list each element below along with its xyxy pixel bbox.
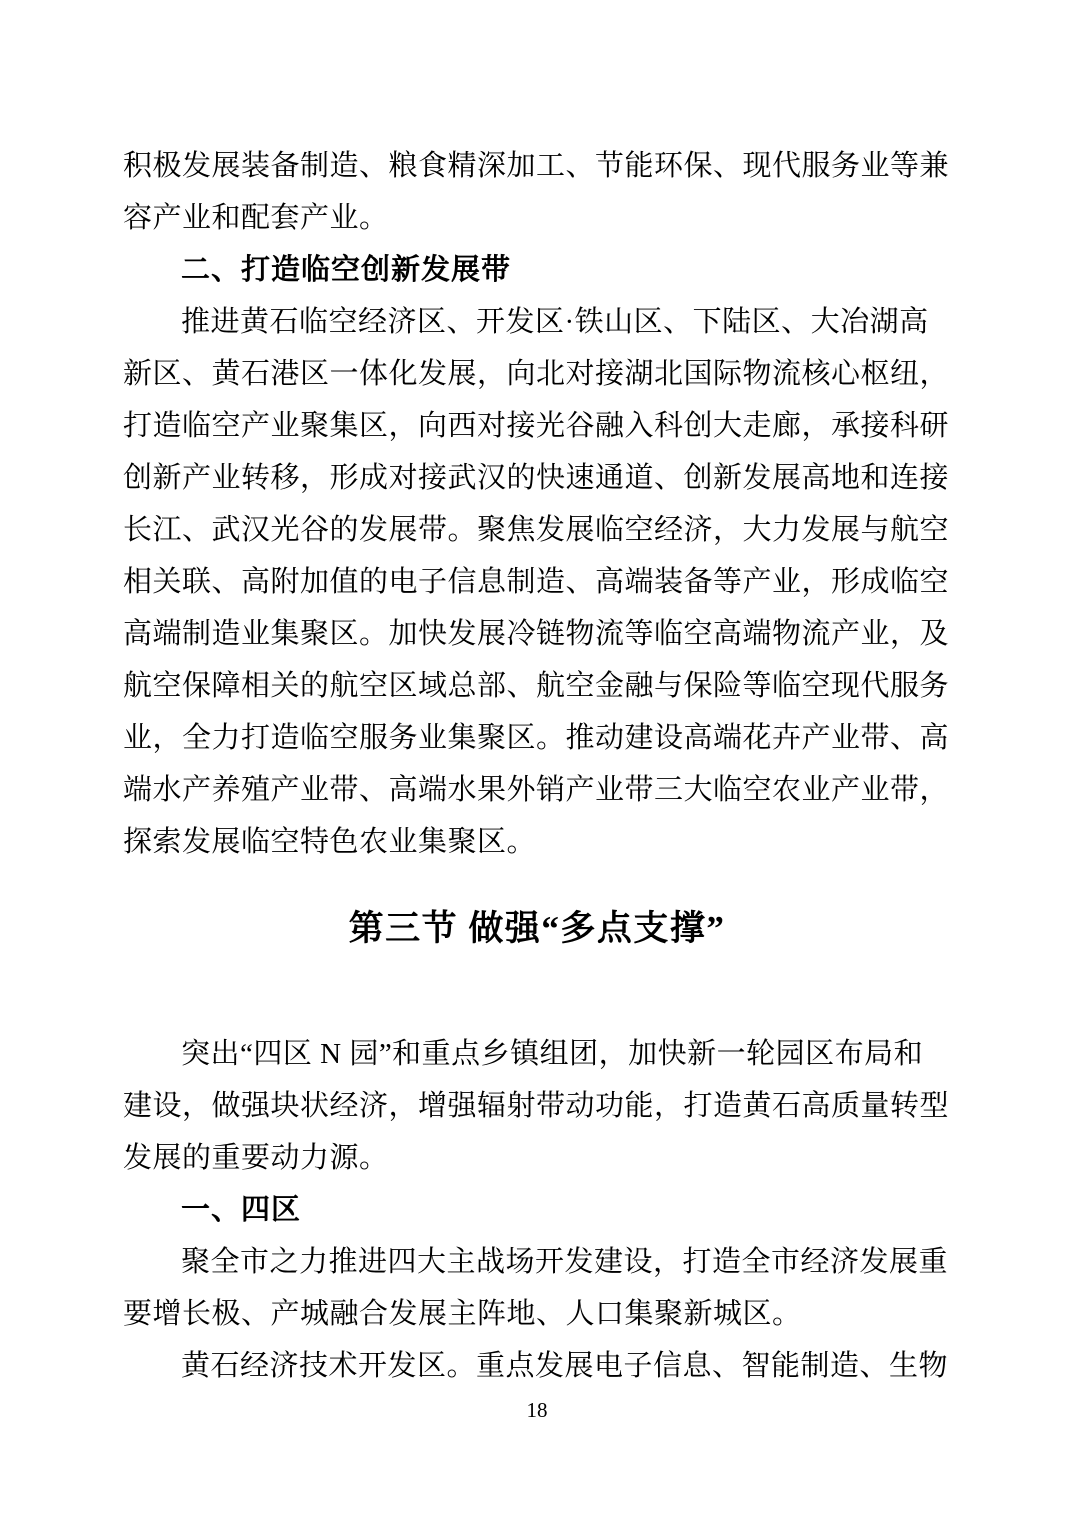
- subheading: 二、打造临空创新发展带: [181, 254, 512, 286]
- body-line: 端水产养殖产业带、高端水果外销产业带三大临空农业产业带，: [123, 774, 950, 806]
- body-line: 探索发展临空特色农业集聚区。: [123, 826, 537, 858]
- body-line: 新区、黄石港区一体化发展，向北对接湖北国际物流核心枢纽，: [123, 358, 950, 390]
- subheading: 一、四区: [181, 1194, 302, 1226]
- body-line: 发展的重要动力源。: [123, 1142, 389, 1174]
- body-line: 航空保障相关的航空区域总部、航空金融与保险等临空现代服务: [123, 670, 950, 702]
- body-line: 聚全市之力推进四大主战场开发建设，打造全市经济发展重: [181, 1246, 949, 1278]
- document-content: [123, 140, 951, 1392]
- body-line: 相关联、高附加值的电子信息制造、高端装备等产业，形成临空: [123, 566, 950, 598]
- body-line: 打造临空产业聚集区，向西对接光谷融入科创大走廊，承接科研: [123, 410, 950, 442]
- page-number: 18: [526, 1398, 548, 1422]
- body-line: 推进黄石临空经济区、开发区·铁山区、下陆区、大冶湖高: [181, 306, 929, 338]
- body-line: 高端制造业集聚区。加快发展冷链物流等临空高端物流产业，及: [123, 618, 950, 650]
- body-line: 突出“四区 N 园”和重点乡镇组团，加快新一轮园区布局和: [181, 1038, 924, 1070]
- section-title: 第三节 做强“多点支撑”: [348, 909, 726, 948]
- body-line: 容产业和配套产业。: [123, 202, 389, 234]
- body-line: 长江、武汉光谷的发展带。聚焦发展临空经济，大力发展与航空: [123, 514, 950, 546]
- body-line: 业，全力打造临空服务业集聚区。推动建设高端花卉产业带、高: [123, 722, 950, 754]
- body-line: 黄石经济技术开发区。重点发展电子信息、智能制造、生物: [181, 1350, 949, 1382]
- body-line: 要增长极、产城融合发展主阵地、人口集聚新城区。: [123, 1298, 802, 1330]
- body-line: 积极发展装备制造、粮食精深加工、节能环保、现代服务业等兼: [123, 150, 950, 182]
- body-line: 创新产业转移，形成对接武汉的快速通道、创新发展高地和连接: [123, 462, 950, 494]
- body-line: 建设，做强块状经济，增强辐射带动功能，打造黄石高质量转型: [123, 1090, 950, 1122]
